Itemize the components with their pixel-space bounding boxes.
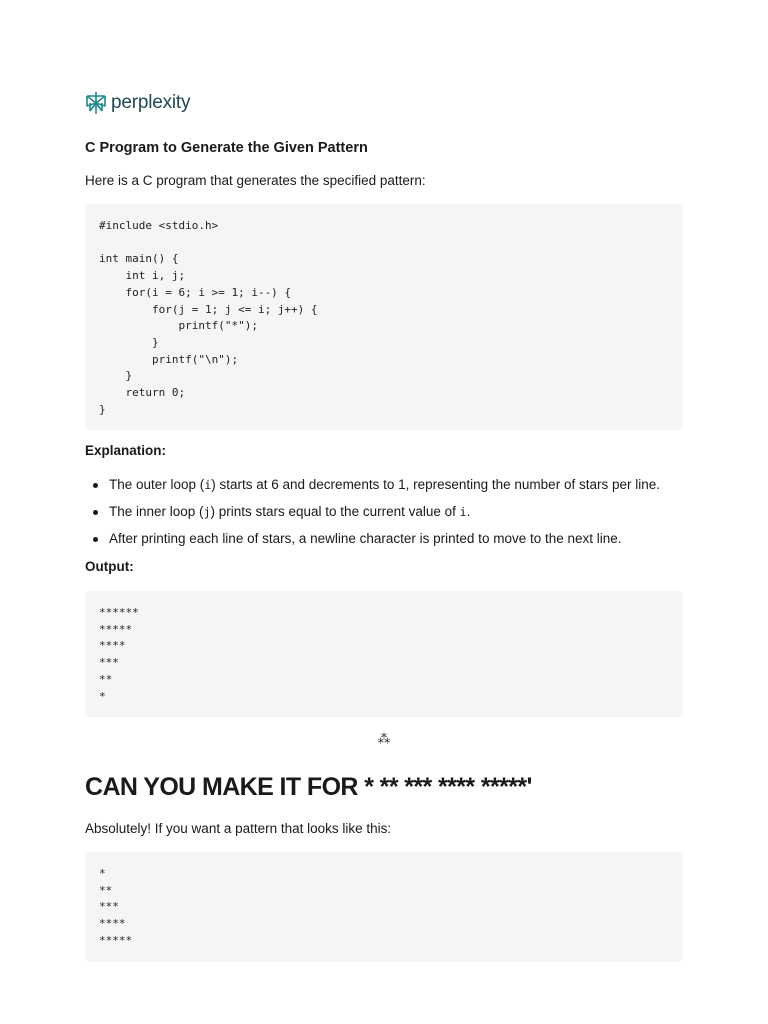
inline-code: i: [204, 478, 212, 492]
perplexity-logo-icon: [85, 91, 107, 115]
explanation-list: [85, 476, 683, 557]
inline-code: j: [203, 505, 211, 519]
list-item: After printing each line of stars, a newline character is printed to move to the next line.: [109, 530, 683, 548]
list-item: The inner loop (j) prints stars equal to the current value of i.: [109, 503, 683, 521]
explanation-label: Explanation:: [85, 443, 167, 458]
answer-title: C Program to Generate the Given Pattern: [85, 140, 368, 156]
answer-intro: Here is a C program that generates the specified pattern:: [85, 173, 426, 188]
brand-name: perplexity: [111, 92, 191, 113]
output-block[interactable]: ****** ***** **** *** ** *: [85, 591, 683, 717]
answer2-intro: Absolutely! If you want a pattern that looks like this:: [85, 821, 392, 836]
list-item: The outer loop (i) starts at 6 and decrements to 1, representing the number of stars per line.: [109, 476, 683, 494]
perplexity-logo[interactable]: [85, 89, 190, 117]
code-block[interactable]: #include <stdio.h> int main() { int i, j; for(i = 6; i >= 1; i--) { for(j = 1; j <= i; j++) { printf("*"); } printf("\n"); } return 0; }: [85, 204, 683, 430]
inline-code: i: [459, 505, 467, 519]
section-divider: ⁂: [377, 731, 391, 746]
user-question: CAN YOU MAKE IT FOR * ** *** **** *****': [85, 773, 532, 801]
pattern-block[interactable]: * ** *** **** *****: [85, 852, 683, 962]
output-label: Output:: [85, 559, 134, 574]
